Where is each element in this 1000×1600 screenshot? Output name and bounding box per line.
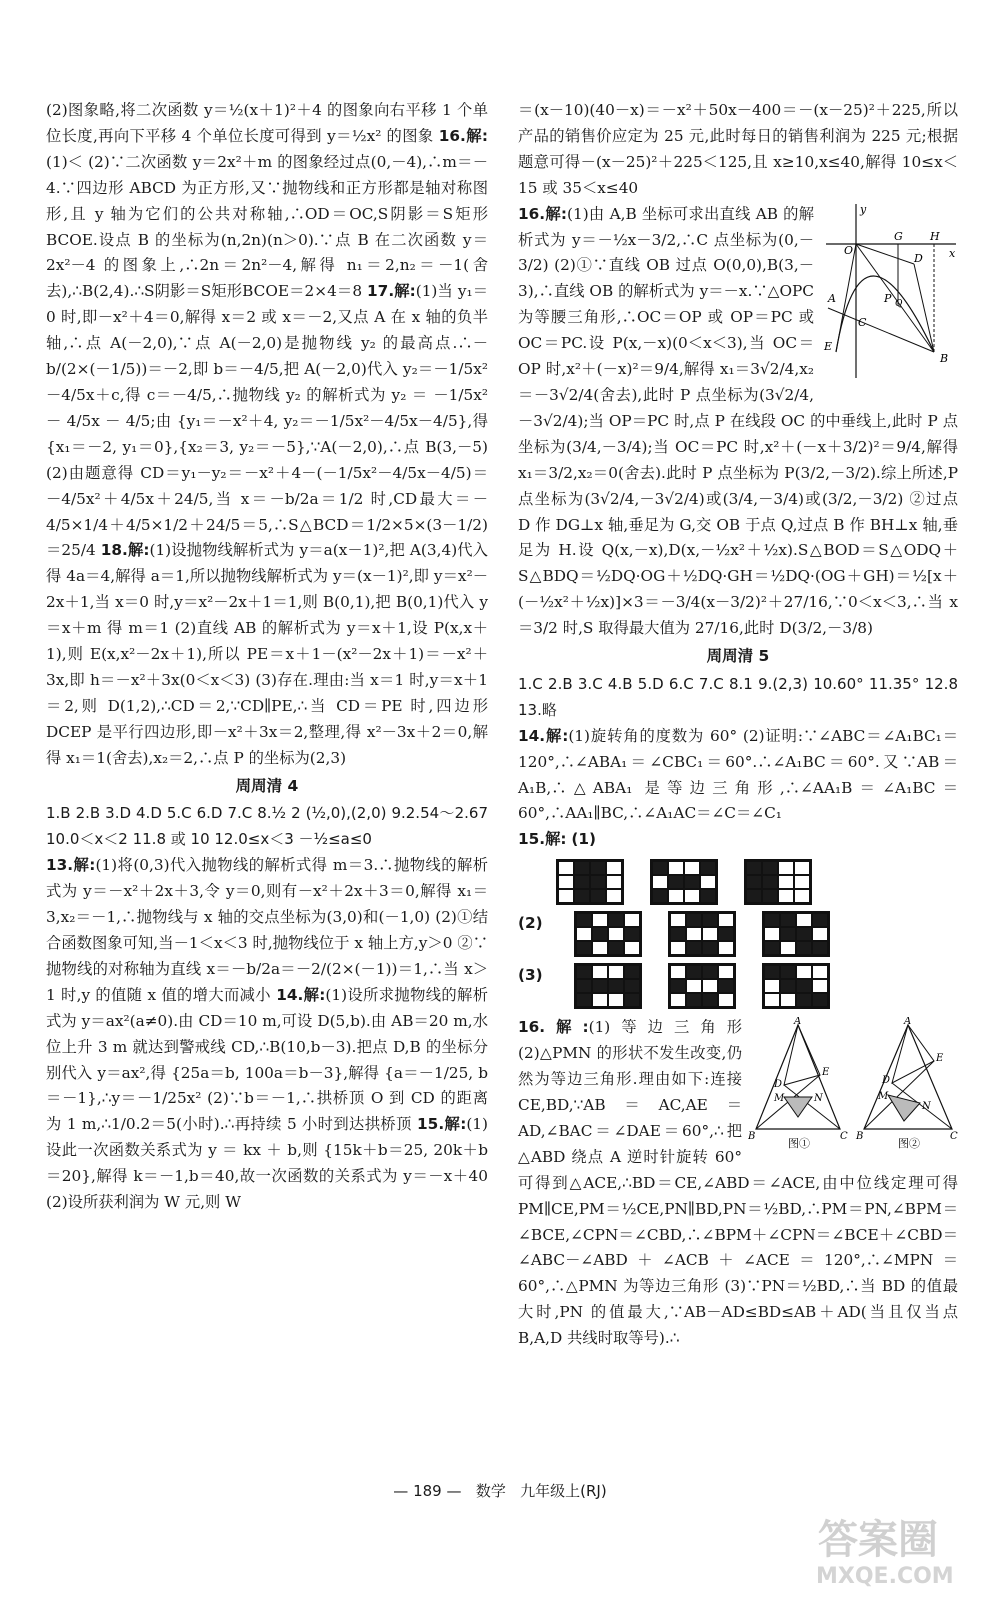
page-footer <box>0 1480 1000 1501</box>
pattern-grid <box>762 963 830 1009</box>
pattern-grid <box>650 859 718 905</box>
answer-list-5: 1.C 2.B 3.C 4.B 5.D 6.C 7.C 8.1 9.(2,3) 10.60° 11.35° 12.8 13.略 <box>518 674 958 719</box>
answer-list-4: 1.B 2.B 3.D 4.D 5.C 6.D 7.C 8.½ 2 (½,0),(2,0) 9.2.54～2.67 10.0＜x＜2 11.8 或 10 12.0≤x＜3 －½≤a≤0 <box>46 804 488 849</box>
label-D: D <box>774 1079 783 1091</box>
label-A: A <box>794 1017 802 1028</box>
label-E: E <box>824 339 833 353</box>
section-heading-5: 周周清 5 <box>706 647 770 666</box>
text: (1)将(0,3)代入抛物线的解析式得 m＝3.∴抛物线的解析式为 y＝－x²＋2x＋3,令 y＝0,则有－x²＋2x＋3＝0,解得 x₁＝3,x₂＝－1,∴抛物线与 x 轴的交点坐标为(3,0)和(－1,0) (2)①结合函数图象可知,当－1＜x＜3 时,抛物线位于 x 轴上方,y＞0 ②∵抛物线的对称轴为直线 x＝－b/2a＝－2/(2×(－1))＝1,∴当 x＞1 时,y 的值随 x 值的增大而减小 <box>46 856 488 1004</box>
pattern-grid <box>668 911 736 957</box>
answer-14 <box>518 724 958 828</box>
text: (2)图象略,将二次函数 y＝½(x＋1)²＋4 的图象向右平移 1 个单位长度,再向下平移 4 个单位长度可得到 y＝½x² 的图象 <box>46 101 488 145</box>
label-C: C <box>858 315 867 329</box>
watermark-logo <box>808 1505 978 1589</box>
label: (2) <box>518 914 543 933</box>
question-label: 14.解: <box>276 985 326 1004</box>
question-label: 15.解: <box>518 830 567 849</box>
subject: 数学 <box>475 1482 506 1500</box>
pattern-row-2 <box>518 911 958 957</box>
figure-caption-1: 图① <box>788 1137 810 1150</box>
pattern-row-1 <box>556 859 958 905</box>
text: (1)由 A,B 坐标可求出直线 AB 的解析式为 y＝－½x－3/2,∴C 点坐标为(0,－3/2) (2)①∵直线 OB 过点 O(0,0),B(3,－3),∴直线 OB 的解析式为 y＝－x.∵△OPC 为等腰三角形,∴OC＝OP 或 OP＝PC 或 OC＝PC.设 P(x,－x)(0＜x＜3),当 OC＝OP 时,x²＋(－x)²＝9/4,解得 x₁＝3√2/4,x₂＝－3√2/4(舍去),此时 P 点坐标为(3√2/4,－3√2/4);当 OP＝PC 时,点 P 在线段 OC 的中垂线上,此时 P 点坐标为(3/4,－3/4);当 OC＝PC 时,x²＋(－x＋3/2)²＝9/4,解得 x₁＝3/2,x₂＝0(舍去).此时 P 点坐标为 P(3/2,－3/2).综上所述,P 点坐标为(3√2/4,－3√2/4)或(3/4,－3/4)或(3/2,－3/2) ②过点 D 作 DG⊥x 轴,垂足为 G,交 OB 于点 Q,过点 B 作 BH⊥x 轴,垂足为 H.设 Q(x,－x),D(x,－½x²＋½x).S△BOD＝S△ODQ＋S△BDQ＝½DQ·OG＋½DQ·GH＝½DQ·(OG＋GH)＝½[x＋(－½x²＋½x)]×3＝－3/4(x－3/2)²＋27/16,∵0＜x＜3,∴当 x＝3/2 时,S 取得最大值为 27/16,此时 D(3/2,－3/8) <box>518 204 958 638</box>
text: (1)＜ (2)∵二次函数 y＝2x²＋m 的图象经过点(0,－4),∴m＝－4.∵四边形 ABCD 为正方形,又∵抛物线和正方形都是轴对称图形,且 y 轴为它们的公共对称轴,∴OD＝OC,S阴影＝S矩形BCOE.设点 B 的坐标为(n,2n)(n＞0).∵点 B 在二次函数 y＝2x²－4 的图象上,∴2n＝2n²－4,解得 n₁＝2,n₂＝－1(舍去),∴B(2,4).∴S阴影＝S矩形BCOE＝2×4＝8 <box>46 152 488 301</box>
label-O: O <box>844 243 854 257</box>
question-label: 17.解: <box>367 282 416 301</box>
text: (1)设此一次函数关系式为 y ＝ kx ＋ b,则 {15k＋b＝25, 20k＋b＝20},解得 k＝－1,b＝40,故一次函数的关系式为 y＝－x＋40 (2)设所获利润为 W 元,则 W <box>46 1115 488 1212</box>
watermark-bottom-text: MXQE.COM <box>816 1564 954 1589</box>
pattern-grid <box>574 911 642 957</box>
line-OE <box>836 244 856 352</box>
pattern-grid <box>762 911 830 957</box>
triangle-figures <box>748 1017 958 1149</box>
question-label: 14.解: <box>518 726 569 745</box>
dash: — <box>446 1482 462 1500</box>
label-x: x <box>949 246 956 260</box>
label-C: C <box>950 1131 958 1143</box>
line-BE <box>864 1061 934 1129</box>
label-D: D <box>882 1075 891 1087</box>
label-M: M <box>774 1093 785 1105</box>
pattern-row-3 <box>518 963 958 1009</box>
answer-15 <box>518 827 958 853</box>
label-A: A <box>828 291 836 305</box>
label-P: P <box>884 291 892 305</box>
label-D: D <box>914 251 923 265</box>
label-G: G <box>894 229 903 243</box>
triangle-PMN <box>888 1095 920 1121</box>
line-OD <box>856 244 914 264</box>
grade: 九年级上(RJ) <box>520 1482 607 1500</box>
label-Q: Q <box>895 298 903 309</box>
text: (1)设抛物线解析式为 y＝a(x－1)²,把 A(3,4)代入得 4a＝4,解得 a＝1,所以抛物线解析式为 y＝(x－1)²,即 y＝x²－2x＋1,当 x＝0 时,y＝x²－2x＋1＝1,则 B(0,1),把 B(0,1)代入 y＝x＋m 得 m＝1 (2)直线 AB 的解析式为 y＝x＋1,设 P(x,x＋1),则 E(x,x²－2x＋1),所以 PE＝x＋1－(x²－2x＋1)＝－x²＋3x,即 h＝－x²＋3x(0＜x＜3) (3)存在.理由:当 x＝1 时,y＝x＋1＝2,则 D(1,2),∴CD＝2,∵CD∥PE,∴当 CD＝PE 时,四边形 DCEP 是平行四边形,即－x²＋3x＝2,整理,得 x²－3x＋2＝0,解得 x₁＝1(舍去),x₂＝2,∴点 P 的坐标为(2,3) <box>46 541 488 767</box>
label: (3) <box>518 966 543 985</box>
text: (1)设所求抛物线的解析式为 y＝ax²(a≠0).由 CD＝10 m,可设 D(5,b).由 AB＝20 m,水位上升 3 m 就达到警戒线 CD,∴B(10,b－3).把点 D,B 的坐标分别代入 y＝ax²,得 {25a＝b, 100a＝b－3},解得 {a＝－1/25, b＝－1},∴y＝－1/25x² (2)∵b＝－1,∴拱桥顶 O 到 CD 的距离为 1 m,∴1/0.2＝5(小时).∴再持续 5 小时到达拱桥顶 <box>46 985 488 1134</box>
label-E: E <box>936 1053 944 1065</box>
answer-15-end: ＝(x－10)(40－x)＝－x²＋50x－400＝－(x－25)²＋225,所以产品的销售价应定为 25 元,此时每日的销售利润为 225 元;根据题意可得－(x－25)²＋225＜125,且 x≥10,x≤40,解得 10≤x＜15 或 35＜x≤40 <box>518 101 958 197</box>
figure-caption-2: 图② <box>898 1137 920 1150</box>
text: (1)旋转角的度数为 60° (2)证明:∵∠ABC＝∠A₁BC₁＝120°,∴∠ABA₁＝∠CBC₁＝60°.∴∠A₁BC＝60°.又∵AB＝A₁B,∴△ABA₁ 是等边三角形,∴∠AA₁B＝∠A₁BC＝60°,∴AA₁∥BC,∴∠A₁AC＝∠C＝∠C₁ <box>518 726 959 823</box>
label-B: B <box>748 1131 756 1143</box>
answer-15-cont <box>46 98 488 772</box>
answer-16b <box>518 1015 958 1352</box>
label-A: A <box>904 1017 912 1028</box>
figure-1 <box>748 1017 848 1149</box>
left-column <box>46 98 488 1216</box>
text: (1)当 y₁＝0 时,即－x²＋4＝0,解得 x＝2 或 x＝－2,又点 A 在 x 轴的负半轴,∴点 A(－2,0),∵点 A(－2,0)是抛物线 y₂ 的最高点.∴－b/(2×(－1/5))＝－2,即 b＝－4/5,把 A(－2,0)代入 y₂＝－1/5x²－4/5x＋c,得 c＝－4/5,∴抛物线 y₂ 的解析式为 y₂ ＝ －1/5x² － 4/5x － 4/5;由 {y₁＝－x²＋4, y₂＝－1/5x²－4/5x－4/5},得 {x₁＝－2, y₁＝0},{x₂＝3, y₂＝－5},∵A(－2,0),∴点 B(3,－5) (2)由题意得 CD＝y₁－y₂＝－x²＋4－(－1/5x²－4/5x－4/5)＝－4/5x²＋4/5x＋24/5,当 x＝－b/2a＝1/2 时,CD最大＝－4/5×1/4＋4/5×1/2＋24/5＝5,∴S△BCD＝1/2×5×(3－1/2)＝25/4 <box>46 282 489 560</box>
right-column <box>518 98 958 1352</box>
label-N: N <box>922 1101 931 1113</box>
figure-2 <box>855 1017 958 1149</box>
label-y: y <box>860 202 867 216</box>
text: (1)等边三角形 (2)△PMN 的形状不发生改变,仍然为等边三角形.理由如下:连接 CE,BD,∵AB＝AC,AE＝AD,∠BAC＝∠DAE＝60°,∴把△ABD 绕点 A 逆时针旋转 60°可得到△ACE,∴BD＝CE,∠ABD＝∠ACE,由中位线定理可得 PM∥CE,PM＝½CE,PN∥BD,PN＝½BD,∴PM＝PN,∠BPM＝∠BCE,∠CPN＝∠CBD,∴∠BPM＋∠CPN＝∠BCE＋∠CBD＝∠ABC－∠ABD＋∠ACB＋∠ACE＝120°,∴∠MPN＝60°,∴△PMN 为等边三角形 (3)∵PN＝½BD,∴当 BD 的值最大时,PN 的值最大,∵AB－AD≤BD≤AB＋AD(当且仅当点 B,A,D 共线时取等号).∴ <box>518 1018 958 1348</box>
label: (1) <box>571 830 597 849</box>
label-B: B <box>856 1131 864 1143</box>
pattern-grid <box>574 963 642 1009</box>
pattern-grid <box>744 859 812 905</box>
label-N: N <box>814 1093 823 1105</box>
page-number: 189 <box>413 1482 442 1500</box>
triangle-ADE <box>892 1025 934 1083</box>
label-H: H <box>930 229 940 243</box>
parabola-figure <box>822 202 958 380</box>
watermark-top-text: 答案圈 <box>818 1517 938 1563</box>
pattern-grid <box>668 963 736 1009</box>
answer-13-14-15 <box>46 853 488 1216</box>
answer-16 <box>518 202 958 642</box>
label-E: E <box>822 1067 830 1079</box>
label-M: M <box>878 1091 889 1103</box>
question-label: 15.解: <box>417 1115 467 1134</box>
question-label: 16.解: <box>438 126 488 145</box>
label-B: B <box>940 351 949 365</box>
question-label: 18.解: <box>100 541 150 560</box>
pattern-grid <box>556 859 624 905</box>
question-label: 16.解: <box>518 1018 589 1037</box>
label-C: C <box>840 1131 848 1143</box>
triangle-ADE <box>784 1025 820 1085</box>
triangle-PMN <box>784 1097 812 1117</box>
section-heading-4: 周周清 4 <box>235 776 299 795</box>
question-label: 13.解: <box>46 856 96 875</box>
dash: — <box>393 1482 409 1500</box>
question-label: 16.解: <box>518 204 568 223</box>
